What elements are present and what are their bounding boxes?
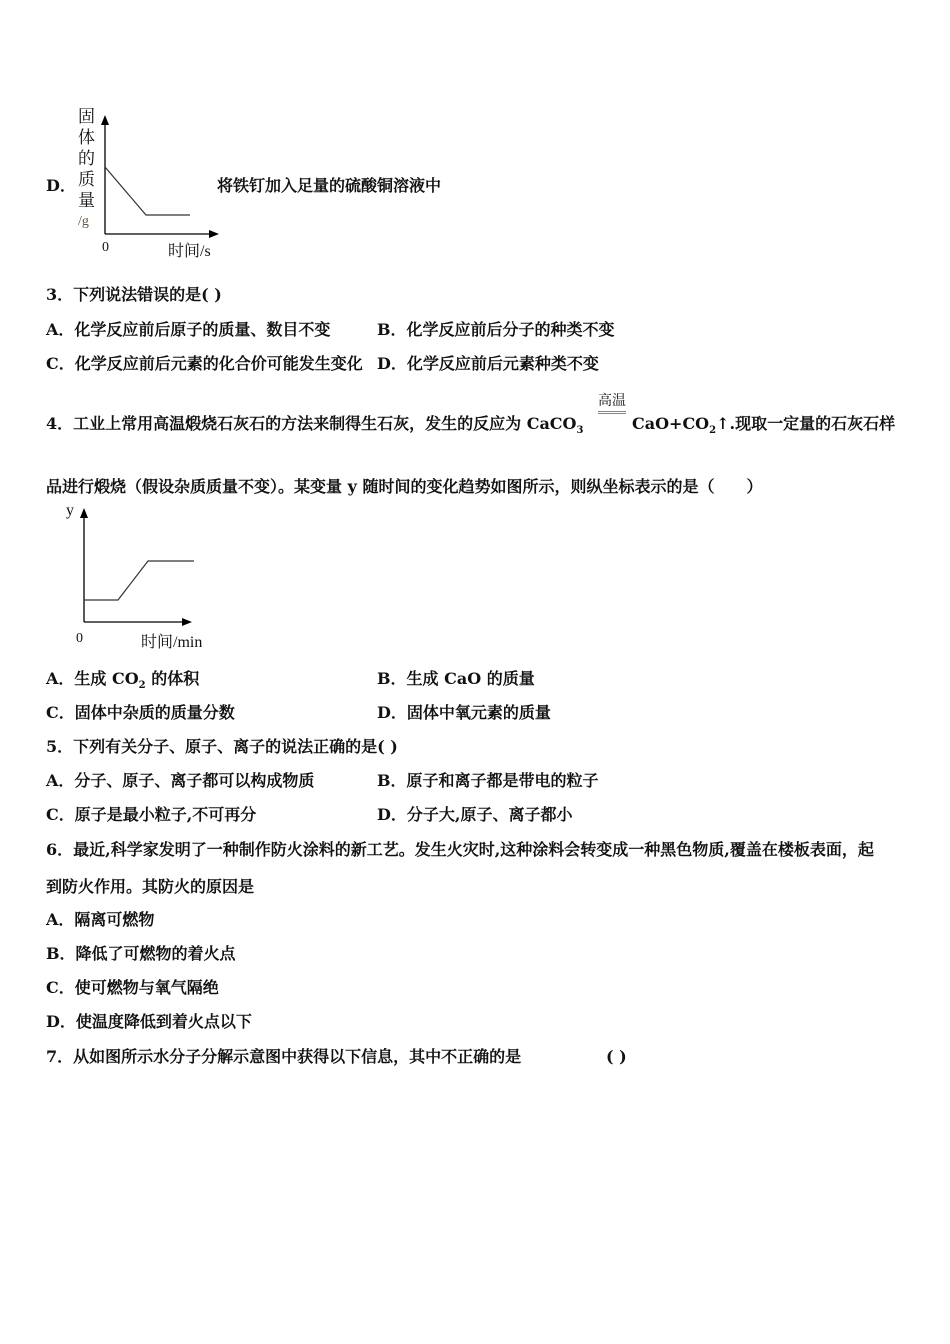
graph-axes xyxy=(80,508,210,628)
subscript: 3 xyxy=(576,425,584,437)
q6-stem-line1: 6．最近,科学家发明了一种制作防火涂料的新工艺。发生火灾时,这种涂料会转变成一种黑色物质,覆盖在楼板表面，起 xyxy=(46,840,874,859)
graph-line xyxy=(105,167,190,215)
subscript: 2 xyxy=(138,680,146,692)
q6-option-b[interactable]: B．降低了可燃物的着火点 xyxy=(46,944,236,963)
q3-option-b[interactable]: B．化学反应前后分子的种类不变 xyxy=(377,320,615,339)
q5-option-a[interactable]: A．分子、原子、离子都可以构成物质 xyxy=(46,771,315,790)
q3-option-d[interactable]: D．化学反应前后元素种类不变 xyxy=(377,354,599,373)
q4-text: 4．工业上常用高温煅烧石灰石的方法来制得生石灰，发生的反应为 CaCO xyxy=(46,414,577,433)
x-axis-label: 时间/s xyxy=(168,243,211,260)
y-label-char: 量 xyxy=(78,191,95,210)
origin-label: 0 xyxy=(76,631,83,646)
q6-option-a[interactable]: A．隔离可燃物 xyxy=(46,910,155,929)
y-label-char: 体 xyxy=(78,128,95,147)
q6-option-d[interactable]: D．使温度降低到着火点以下 xyxy=(46,1012,252,1031)
q4-option-a[interactable] xyxy=(46,669,199,696)
q5-stem: 5．下列有关分子、原子、离子的说法正确的是( ) xyxy=(46,737,398,756)
q7-stem: 7．从如图所示水分子分解示意图中获得以下信息，其中不正确的是 xyxy=(46,1047,522,1066)
q4-stem-line2: 品进行煅烧（假设杂质质量不变）。某变量 y 随时间的变化趋势如图所示，则纵坐标表示的是（ ） xyxy=(46,477,763,496)
reaction-condition: 高温 xyxy=(598,390,626,414)
y-label-char: 质 xyxy=(78,170,95,189)
q6-option-c[interactable]: C．使可燃物与氧气隔绝 xyxy=(46,978,219,997)
y-label-char: 固 xyxy=(78,107,95,126)
q4-stem-line1b xyxy=(632,414,895,441)
x-axis-label: 时间/min xyxy=(141,634,203,651)
q3-option-c[interactable]: C．化学反应前后元素的化合价可能发生变化 xyxy=(46,354,363,373)
subscript: 2 xyxy=(709,425,717,437)
q3-stem: 3．下列说法错误的是( ) xyxy=(46,285,222,304)
q5-option-c[interactable]: C．原子是最小粒子,不可再分 xyxy=(46,805,257,824)
q4-products: CaO+CO xyxy=(632,414,710,433)
q4-option-d[interactable]: D．固体中氧元素的质量 xyxy=(377,703,551,722)
q5-option-b[interactable]: B．原子和离子都是带电的粒子 xyxy=(377,771,599,790)
q6-stem-line2: 到防火作用。其防火的原因是 xyxy=(46,877,255,896)
q4-text: ↑.现取一定量的石灰石样 xyxy=(716,414,896,433)
q2-option-d-text: 将铁钉加入足量的硫酸铜溶液中 xyxy=(217,176,442,195)
origin-label: 0 xyxy=(102,240,109,255)
option-text: 的体积 xyxy=(145,669,200,688)
graph-line xyxy=(84,561,194,600)
q4-option-b[interactable]: B．生成 CaO 的质量 xyxy=(377,669,535,688)
q7-answer-paren: ( ) xyxy=(606,1047,627,1066)
q2-option-d-label: D． xyxy=(46,176,76,195)
q3-option-a[interactable]: A．化学反应前后原子的质量、数目不变 xyxy=(46,320,331,339)
graph-axes xyxy=(95,115,225,255)
q5-option-d[interactable]: D．分子大,原子、离子都小 xyxy=(377,805,573,824)
option-text: A．生成 CO xyxy=(46,669,139,688)
q4-option-c[interactable]: C．固体中杂质的质量分数 xyxy=(46,703,235,722)
q4-stem-line1 xyxy=(46,414,583,441)
y-unit: /g xyxy=(78,214,89,229)
y-label-char: 的 xyxy=(78,149,95,168)
y-axis-label: y xyxy=(66,502,74,519)
